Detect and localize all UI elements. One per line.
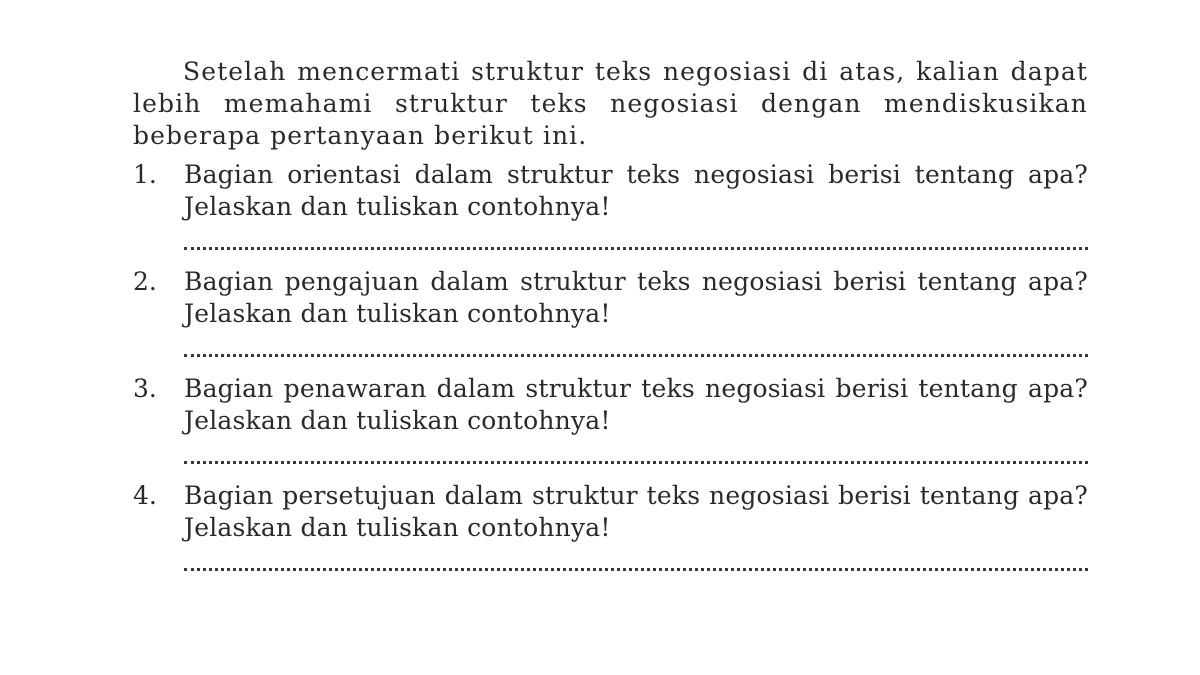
- answer-line: [184, 247, 1088, 250]
- question-text: Bagian persetujuan dalam struktur teks negosiasi berisi tentang apa? Jelaskan dan tuliskan contohnya!: [184, 481, 1088, 542]
- question-number: 3.: [133, 374, 157, 403]
- answer-line: [184, 354, 1088, 357]
- question-item-1: [133, 159, 1088, 250]
- intro-paragraph: Setelah mencermati struktur teks negosiasi di atas, kalian dapat lebih memahami struktur teks negosiasi dengan mendiskusikan beberapa pertanyaan berikut ini.: [133, 57, 1088, 150]
- question-text: Bagian orientasi dalam struktur teks negosiasi berisi tentang apa? Jelaskan dan tuliskan contohnya!: [184, 160, 1088, 221]
- question-text: Bagian penawaran dalam struktur teks negosiasi berisi tentang apa? Jelaskan dan tuliskan contohnya!: [184, 374, 1088, 435]
- question-number: 1.: [133, 160, 157, 189]
- question-list: [133, 159, 1088, 571]
- question-number: 2.: [133, 267, 157, 296]
- question-text: Bagian pengajuan dalam struktur teks negosiasi berisi tentang apa? Jelaskan dan tuliskan contohnya!: [184, 267, 1088, 328]
- question-item-2: [133, 266, 1088, 357]
- question-number: 4.: [133, 481, 157, 510]
- document-page: [133, 56, 1088, 587]
- answer-line: [184, 568, 1088, 571]
- answer-line: [184, 461, 1088, 464]
- question-item-4: [133, 480, 1088, 571]
- question-item-3: [133, 373, 1088, 464]
